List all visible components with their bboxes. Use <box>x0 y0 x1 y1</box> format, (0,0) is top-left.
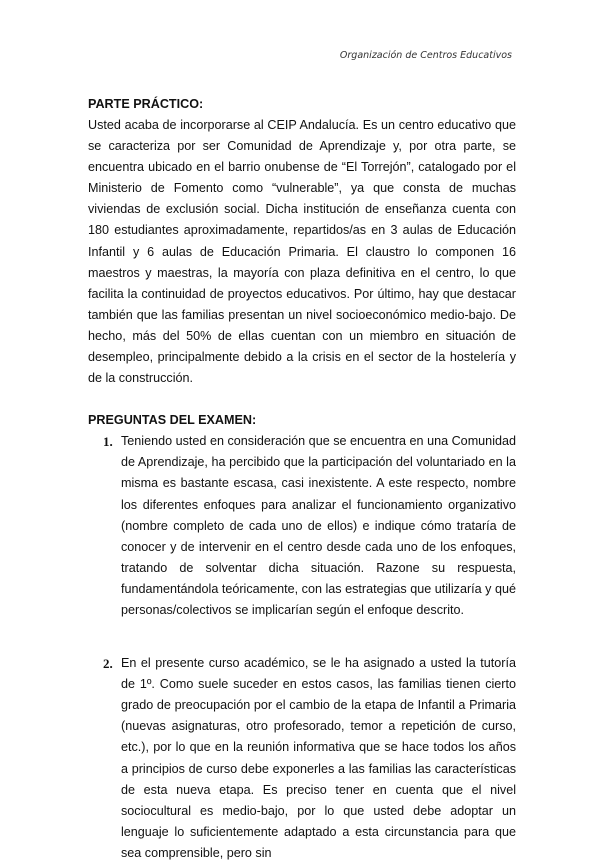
document-body <box>88 94 516 864</box>
question-item-1 <box>88 431 516 621</box>
question-text: Teniendo usted en consideración que se encuentra en una Comunidad de Aprendizaje, ha percibido que la participación del voluntariado en la misma es bastante escasa, casi inexistente. A este respecto, nombre los diferentes enfoques para analizar el funcionamiento organizativo (nombre completo de cada uno de ellos) e indique cómo trataría de conocer y de intervenir en el centro desde cada uno de los enfoques, tratando de solventar dicha situación. Razone su respuesta, fundamentándola teóricamente, con las estrategias que utilizaría y qué personas/colectivos se implicarían según el enfoque descrito. <box>121 434 516 617</box>
questions-section <box>88 410 516 864</box>
running-header: Organización de Centros Educativos <box>339 50 512 61</box>
questions-heading: PREGUNTAS DEL EXAMEN: <box>88 413 257 428</box>
practice-heading: PARTE PRÁCTICO: <box>88 97 204 111</box>
question-number: 1. <box>103 434 113 450</box>
question-item-2 <box>88 653 516 864</box>
practice-section <box>88 94 516 389</box>
question-number: 2. <box>103 656 113 672</box>
questions-list <box>88 431 516 864</box>
practice-paragraph: Usted acaba de incorporarse al CEIP Andalucía. Es un centro educativo que se caracteriza por ser Comunidad de Aprendizaje y, por otra parte, se encuentra ubicado en el barrio onubense de “El Torrejón”, catalogado por el Ministerio de Fomento como “vulnerable”, ya que consta de muchas viviendas de exclusión social. Dicha institución de enseñanza cuenta con 180 estudiantes aproximadamente, repartidos/as en 3 aulas de Educación Infantil y 6 aulas de Educación Primaria. El claustro lo componen 16 maestros y maestras, la mayoría con plaza definitiva en el centro, lo que facilita la continuidad de proyectos educativos. Por último, hay que destacar también que las familias presentan un nivel socioeconómico medio-bajo. De hecho, más del 50% de ellas cuentan con un miembro en situación de desempleo, principalmente debido a la crisis en el sector de la hostelería y de la construcción. <box>88 118 516 386</box>
question-text: En el presente curso académico, se le ha asignado a usted la tutoría de 1º. Como suele suceder en estos casos, las familias tienen cierto grado de preocupación por el cambio de la etapa de Infantil a Primaria (nuevas asignaturas, otro profesorado, temor a repetición de curso, etc.), por lo que en la reunión informativa que se hace todos los años a principios de curso debe exponerles a las familias las características de esta nueva etapa. Es preciso tener en cuenta que el nivel sociocultural es medio-bajo, por lo que usted debe adoptar un lenguaje lo suficientemente adaptado a esta circunstancia para que sea comprensible, pero sin <box>121 656 516 860</box>
